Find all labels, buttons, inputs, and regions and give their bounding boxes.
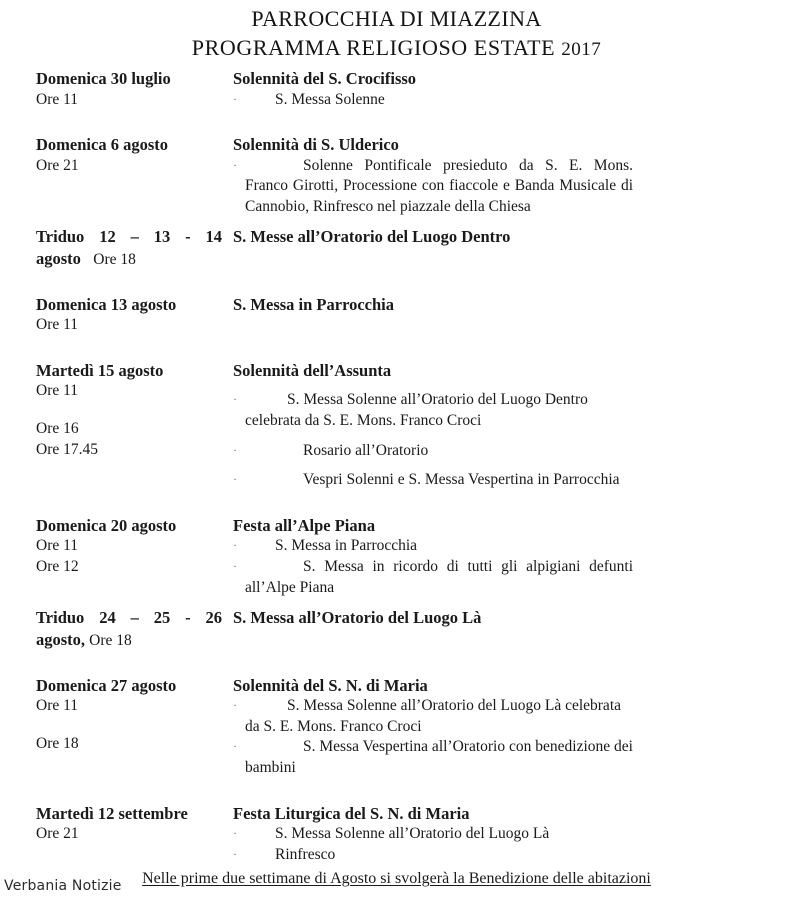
entry-spacer	[0, 110, 793, 134]
entry-item	[233, 441, 633, 462]
bullet-icon: ·	[233, 739, 237, 754]
entry-date-column	[36, 607, 233, 651]
entry-date-month-text: agosto	[36, 248, 81, 268]
bullet-icon: ·	[233, 698, 237, 713]
entry-date-column	[36, 803, 233, 845]
entry-date: Domenica 13 agosto	[36, 295, 177, 314]
entry-date-column	[36, 675, 233, 755]
entry-spacer	[0, 270, 793, 294]
bullet-icon: ·	[233, 472, 237, 487]
entry-date: Martedì 15 agosto	[36, 361, 164, 381]
entry-item	[233, 156, 633, 218]
entry-date-column	[36, 134, 233, 176]
bullet-icon: ·	[233, 157, 237, 172]
entry-item-text: S. Messa Vespertina all’Oratorio con benedizione dei bambini	[245, 738, 633, 777]
entry-spacer	[0, 491, 793, 515]
bullet-icon: ·	[233, 846, 237, 861]
entry-time: Ore 17.45	[36, 440, 98, 458]
entry-time: Ore 18	[36, 734, 79, 752]
entry-item	[233, 845, 633, 866]
entry-date-sep-2: -	[185, 227, 191, 247]
entry-date: Domenica 20 agosto	[36, 515, 177, 535]
time-spacer	[36, 717, 227, 734]
entry-time: Ore 11	[36, 316, 79, 334]
entry-time: Ore 11	[36, 382, 79, 400]
entry-spacer	[0, 217, 793, 226]
program-entry	[0, 294, 793, 336]
program-entry	[0, 134, 793, 217]
entry-spacer	[0, 779, 793, 803]
bullet-icon: ·	[233, 538, 237, 553]
entry-detail-column	[233, 360, 793, 491]
entry-heading: Festa all’Alpe Piana	[233, 515, 376, 535]
bullet-icon: ·	[233, 442, 237, 457]
title-line-2-text: PROGRAMMA RELIGIOSO ESTATE	[191, 35, 556, 61]
entry-item-text: S. Messa Solenne all’Oratorio del Luogo Dentro celebrata da S. E. Mons. Franco Croci	[245, 391, 588, 430]
entry-detail-column	[233, 607, 793, 628]
entry-date-day-3: 26	[205, 608, 222, 628]
entry-item	[233, 90, 633, 111]
footer-note-text: Nelle prime due settimane di Agosto si svolgerà la Benedizione delle abitazioni	[142, 870, 651, 888]
entry-heading: Solennità del S. N. di Maria	[233, 675, 428, 695]
entry-date-column	[36, 226, 233, 270]
entry-time: Ore 18	[93, 250, 136, 268]
program-entry	[0, 360, 793, 491]
entry-date-day-1: 12	[99, 227, 116, 247]
entry-date-day-3: 14	[205, 227, 222, 247]
entry-time: Ore 18	[89, 631, 132, 649]
entry-date-day-2: 25	[153, 608, 171, 628]
entry-date: Domenica 27 agosto	[36, 675, 177, 695]
entry-heading: Solennità del S. Crocifisso	[233, 69, 417, 89]
entry-detail-column	[233, 294, 793, 315]
entry-date: Domenica 6 agosto	[36, 135, 168, 155]
entry-heading: S. Messa all’Oratorio del Luogo Là	[233, 608, 482, 628]
bullet-icon: ·	[233, 91, 237, 106]
entry-item	[233, 536, 633, 557]
entry-spacer	[0, 598, 793, 607]
entry-detail-column	[233, 675, 793, 779]
entry-heading: Festa Liturgica del S. N. di Maria	[233, 803, 470, 823]
watermark: Verbania Notizie	[4, 878, 122, 894]
entry-spacer	[0, 336, 793, 360]
document-title-block	[0, 0, 793, 62]
title-year: 2017	[561, 39, 602, 61]
entry-item	[233, 390, 633, 431]
bullet-icon: ·	[233, 826, 237, 841]
entry-date: Martedì 12 settembre	[36, 803, 188, 823]
entry-item-text: Solenne Pontificale presieduto da S. E. Mons. Franco Girotti, Processione con fiaccole e Banda Musicale di Cannobio, Rinfresco nel piazzale della Chiesa	[245, 156, 633, 215]
program-entry	[0, 68, 793, 110]
title-line-2	[0, 33, 793, 62]
program-list	[0, 68, 793, 890]
entry-date-day-1: 24	[99, 608, 116, 628]
entry-item-text: Vespri Solenni e S. Messa Vespertina in Parrocchia	[303, 471, 620, 489]
entry-spacer	[0, 651, 793, 675]
entry-date	[36, 607, 222, 628]
entry-time: Ore 11	[36, 90, 79, 108]
entry-detail-column	[233, 515, 793, 598]
entry-date: Domenica 30 luglio	[36, 69, 171, 89]
program-entry	[0, 607, 793, 651]
entry-time: Ore 11	[36, 537, 79, 555]
entry-time: Ore 21	[36, 156, 79, 174]
entry-date	[36, 226, 222, 247]
entry-detail-column	[233, 134, 793, 217]
title-line-1: PARROCCHIA DI MIAZZINA	[251, 6, 542, 31]
entry-time: Ore 12	[36, 557, 79, 575]
entry-item-text: Rosario all’Oratorio	[303, 441, 429, 459]
entry-item	[233, 696, 633, 737]
entry-time: Ore 11	[36, 697, 79, 715]
program-entry	[0, 515, 793, 598]
entry-heading: Solennità dell’Assunta	[233, 361, 392, 381]
entry-time: Ore 21	[36, 825, 79, 843]
entry-date-column	[36, 360, 233, 460]
entry-date-day-2: 13	[153, 227, 171, 247]
entry-detail-column	[233, 226, 793, 247]
entry-item	[233, 737, 633, 778]
item-spacer	[233, 461, 633, 470]
program-entry	[0, 803, 793, 866]
entry-item-text: S. Messa in Parrocchia	[275, 537, 418, 555]
time-spacer	[36, 402, 227, 419]
entry-heading: S. Messa in Parrocchia	[233, 295, 395, 314]
entry-item-text: Rinfresco	[275, 845, 336, 863]
entry-date-month	[36, 248, 227, 270]
entry-item-text: S. Messa Solenne	[275, 90, 385, 108]
entry-item	[233, 557, 633, 598]
entry-heading: S. Messe all’Oratorio del Luogo Dentro	[233, 227, 511, 247]
entry-date-word: Triduo	[36, 227, 85, 247]
entry-item-text: S. Messa Solenne all’Oratorio del Luogo Là celebrata da S. E. Mons. Franco Croci	[245, 697, 621, 735]
entry-detail-column	[233, 803, 793, 866]
program-entry	[0, 226, 793, 270]
bullet-icon: ·	[233, 392, 237, 407]
entry-item-text: S. Messa in ricordo di tutti gli alpigiani defunti all’Alpe Piana	[245, 557, 633, 596]
entry-item	[233, 824, 633, 845]
entry-item-text: S. Messa Solenne all’Oratorio del Luogo Là	[275, 825, 550, 843]
item-spacer	[233, 432, 633, 441]
entry-date-sep-1: –	[130, 608, 139, 628]
entry-detail-column	[233, 68, 793, 110]
entry-date-column	[36, 294, 233, 336]
entry-date-word: Triduo	[36, 608, 85, 628]
program-entry	[0, 675, 793, 779]
entry-date-column	[36, 68, 233, 110]
entry-heading: Solennità di S. Ulderico	[233, 135, 399, 155]
entry-time: Ore 16	[36, 420, 79, 438]
entry-date-column	[36, 515, 233, 578]
entry-date-month-text: agosto,	[36, 629, 86, 649]
entry-date-month	[36, 629, 227, 651]
item-spacer	[233, 381, 633, 390]
entry-date-sep-1: –	[130, 227, 139, 247]
entry-item	[233, 470, 633, 491]
entry-date-sep-2: -	[185, 608, 191, 628]
bullet-icon: ·	[233, 558, 237, 573]
